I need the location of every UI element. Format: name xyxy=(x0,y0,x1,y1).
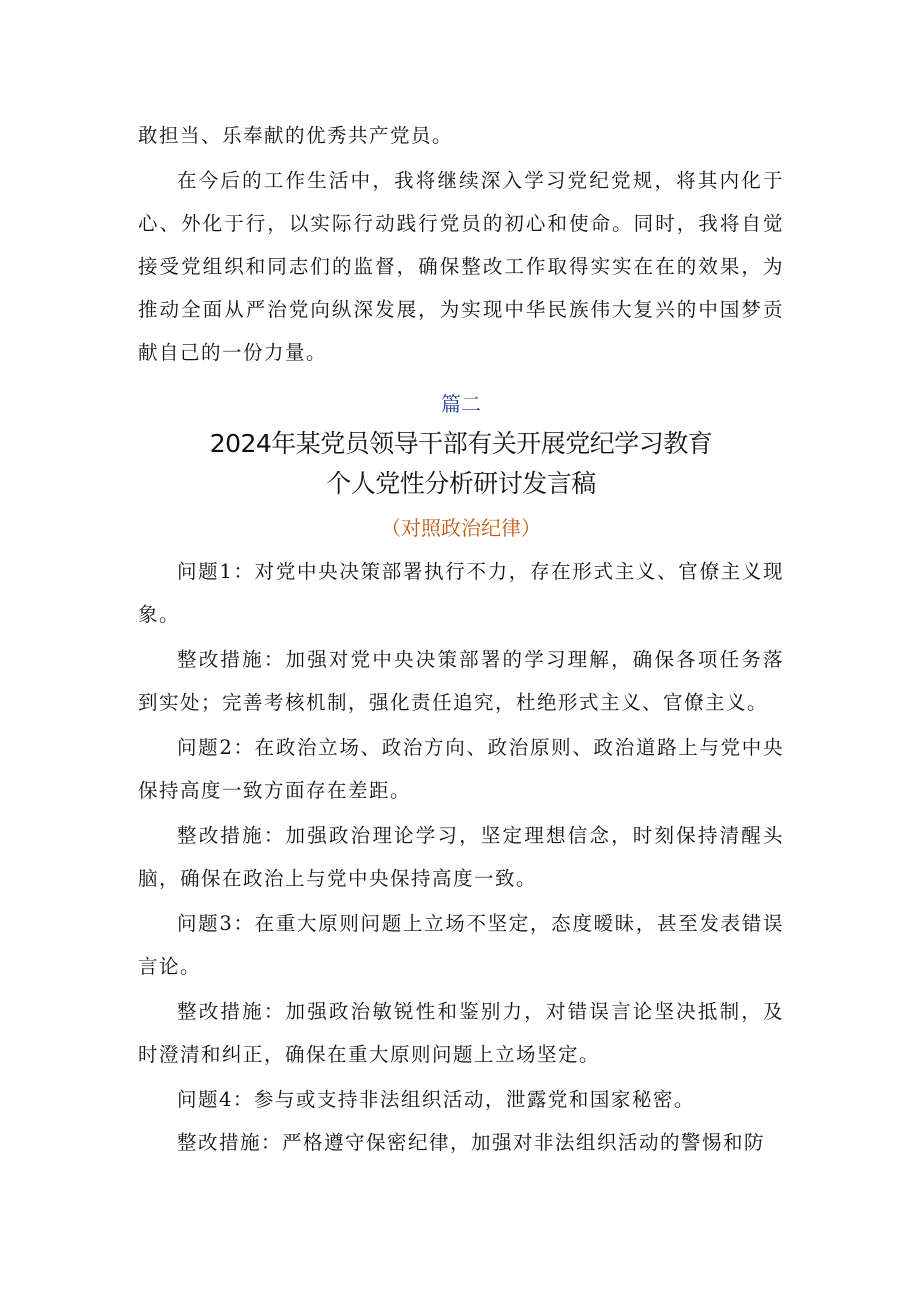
section-label: 篇二 xyxy=(441,392,481,416)
issue-1-paragraph: 问题1：对党中央决策部署执行不力，存在形式主义、官僚主义现象。 xyxy=(138,560,784,626)
closing-paragraph: 在今后的工作生活中，我将继续深入学习党纪党规，将其内化于心、外化于行，以实际行动践行党员的初心和使命。同时，我将自觉接受党组织和同志们的监督，确保整改工作取得实实在在的效果，为推动全面从严治党向纵深发展，为实现中华民族伟大复兴的中国梦贡献自己的一份力量。 xyxy=(138,169,784,364)
measure-3-paragraph: 整改措施：加强政治敏锐性和鉴别力，对错误言论坚决抵制，及时澄清和纠正，确保在重大原则问题上立场坚定。 xyxy=(138,1000,784,1066)
measure-4-paragraph: 整改措施：严格遵守保密纪律，加强对非法组织活动的警惕和防 xyxy=(177,1131,766,1154)
document-subtitle: （对照政治纪律） xyxy=(381,516,541,540)
document-title-line1: 2024年某党员领导干部有关开展党纪学习教育 xyxy=(209,429,713,458)
issue-2-paragraph: 问题2：在政治立场、政治方向、政治原则、政治道路上与党中央保持高度一致方面存在差距。 xyxy=(138,736,784,802)
measure-1-paragraph: 整改措施：加强对党中央决策部署的学习理解，确保各项任务落到实处；完善考核机制，强化责任追究，杜绝形式主义、官僚主义。 xyxy=(138,648,784,714)
issue-3-paragraph: 问题3：在重大原则问题上立场不坚定，态度暧昧，甚至发表错误言论。 xyxy=(138,912,784,978)
issue-4-paragraph: 问题4：参与或支持非法组织活动，泄露党和国家秘密。 xyxy=(177,1088,695,1111)
measure-2-paragraph: 整改措施：加强政治理论学习，坚定理想信念，时刻保持清醒头脑，确保在政治上与党中央保持高度一致。 xyxy=(138,824,784,890)
document-title-line2: 个人党性分析研讨发言稿 xyxy=(326,469,596,498)
intro-tail-paragraph: 敢担当、乐奉献的优秀共产党员。 xyxy=(138,124,454,147)
